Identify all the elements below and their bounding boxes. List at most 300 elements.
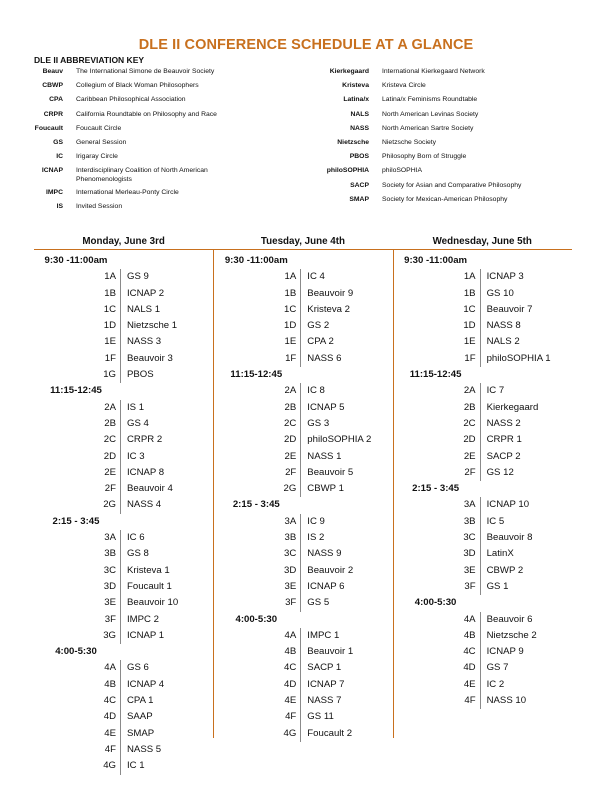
abbreviation-description: Caribbean Philosophical Association (76, 96, 186, 104)
session-name: ICNAP 8 (120, 465, 164, 481)
session-code: 1C (463, 303, 476, 315)
session-name: ICNAP 4 (120, 677, 164, 693)
abbreviation-key-right (306, 68, 542, 210)
session-code: 3E (284, 580, 297, 592)
time-slot-label: 11:15-12:45 (409, 369, 462, 381)
session-row (34, 497, 213, 513)
session-name: NASS 8 (480, 318, 521, 334)
time-slot-label: 2:15 - 3:45 (52, 515, 100, 527)
session-row (214, 302, 392, 318)
session-code: 1B (104, 287, 116, 299)
session-code: 2F (464, 466, 476, 478)
day-header-wednesday: Wednesday, June 5th (432, 236, 532, 247)
session-name: Nietzsche 2 (480, 628, 537, 644)
abbreviation-key-row (306, 68, 542, 82)
session-code: 2B (463, 401, 476, 413)
session-name: NASS 2 (480, 416, 521, 432)
abbreviation-description: North American Sartre Society (382, 124, 474, 132)
session-name: NASS 6 (300, 351, 341, 367)
session-code: 4E (104, 727, 116, 739)
session-name: GS 4 (120, 416, 149, 432)
session-name: GS 2 (300, 318, 329, 334)
session-row (214, 432, 392, 448)
session-row (394, 318, 572, 334)
abbreviation-code: SACP (350, 181, 369, 189)
session-name: Beauvoir 10 (120, 595, 178, 611)
abbreviation-code: Beauv (42, 68, 63, 75)
session-row (34, 269, 213, 285)
session-row (394, 530, 572, 546)
abbreviation-key-left (0, 68, 236, 217)
session-name: Foucault 2 (300, 726, 352, 742)
session-name: NALS 2 (480, 334, 520, 350)
session-code: 4B (284, 646, 297, 658)
session-name: GS 10 (480, 286, 514, 302)
session-code: 3E (463, 564, 476, 576)
session-row (394, 497, 572, 513)
abbreviation-key-row (0, 203, 236, 217)
session-name: Beauvoir 7 (480, 302, 533, 318)
session-row (214, 644, 392, 660)
schedule-table (34, 235, 572, 772)
session-code: 4C (284, 662, 297, 674)
abbreviation-key-row (306, 196, 542, 210)
session-name: GS 6 (120, 660, 149, 676)
session-row (34, 726, 213, 742)
session-name: SAAP (120, 709, 153, 725)
abbreviation-key-row (0, 111, 236, 125)
abbreviation-code: Latina/x (343, 96, 369, 104)
abbreviation-key-row (306, 182, 542, 196)
session-name: Beauvoir 4 (120, 481, 173, 497)
day-column-monday (34, 250, 213, 772)
session-row (34, 334, 213, 350)
abbreviation-key-row (306, 111, 542, 125)
session-name: NALS 1 (120, 302, 160, 318)
session-code: 2D (284, 434, 297, 446)
abbreviation-description: International Kierkegaard Network (382, 68, 485, 75)
session-name: ICNAP 7 (300, 677, 344, 693)
abbreviation-description: Foucault Circle (76, 124, 122, 132)
session-name: Kierkegaard (480, 400, 539, 416)
session-row (34, 677, 213, 693)
session-row (34, 612, 213, 628)
session-row (214, 514, 392, 530)
abbreviation-description: Collegium of Black Woman Philosophers (76, 82, 199, 90)
session-name: SACP 1 (300, 660, 341, 676)
abbreviation-description: Invited Session (76, 202, 123, 210)
session-code: 1E (104, 336, 116, 348)
abbreviation-description: Kristeva Circle (382, 82, 426, 90)
day-header-monday: Monday, June 3rd (82, 236, 165, 247)
session-row (34, 449, 213, 465)
session-row (34, 563, 213, 579)
session-code: 2B (104, 417, 116, 429)
session-code: 4B (463, 629, 476, 641)
session-code: 3C (284, 548, 297, 560)
session-name: NASS 3 (120, 334, 161, 350)
session-code: 4F (285, 711, 297, 723)
session-name: IC 6 (120, 530, 145, 546)
abbreviation-code: GS (53, 138, 63, 146)
session-row (34, 432, 213, 448)
session-code: 2F (104, 483, 116, 495)
session-code: 2A (463, 385, 476, 397)
session-name: IC 2 (480, 677, 505, 693)
session-code: 2A (284, 385, 297, 397)
abbreviation-key-row (306, 96, 542, 110)
session-code: 2B (284, 401, 297, 413)
session-row (214, 595, 392, 611)
session-row (34, 302, 213, 318)
session-name: Beauvoir 3 (120, 351, 173, 367)
session-row (214, 726, 392, 742)
session-name: IS 1 (120, 400, 144, 416)
session-name: NASS 1 (300, 449, 341, 465)
session-row (34, 400, 213, 416)
abbreviation-description: Irigaray Circle (76, 153, 118, 161)
session-row (394, 334, 572, 350)
session-name: Beauvoir 6 (480, 612, 533, 628)
session-code: 4A (463, 613, 476, 625)
session-row (394, 351, 572, 367)
abbreviation-description: Philosophy Born of Struggle (382, 153, 467, 161)
session-name: NASS 9 (300, 546, 341, 562)
session-row (394, 693, 572, 709)
session-code: 3D (103, 580, 116, 592)
session-row (394, 563, 572, 579)
abbreviation-description: Society for Asian and Comparative Philosophy (382, 181, 522, 189)
session-code: 4F (104, 743, 116, 755)
session-name: NASS 4 (120, 497, 161, 513)
session-name: CPA 1 (120, 693, 154, 709)
session-code: 1D (284, 320, 297, 332)
time-slot-label: 4:00-5:30 (235, 613, 278, 625)
session-row (394, 269, 572, 285)
session-code: 4C (463, 646, 476, 658)
session-row (214, 677, 392, 693)
session-name: GS 5 (300, 595, 329, 611)
session-name: GS 1 (480, 579, 509, 595)
session-name: Kristeva 1 (120, 563, 170, 579)
session-row (34, 318, 213, 334)
session-name: ICNAP 5 (300, 400, 344, 416)
session-row (34, 481, 213, 497)
abbreviation-key-row (306, 82, 542, 96)
abbreviation-code: SMAP (349, 195, 369, 203)
session-row (214, 334, 392, 350)
session-row (214, 693, 392, 709)
session-code: 4B (104, 678, 116, 690)
abbreviation-key-row (306, 125, 542, 139)
time-slot-label: 2:15 - 3:45 (232, 499, 280, 511)
abbreviation-description: Latina/x Feminisms Roundtable (382, 96, 478, 104)
session-row (34, 693, 213, 709)
session-code: 3D (284, 564, 297, 576)
session-code: 2F (285, 466, 297, 478)
abbreviation-code: Nietzsche (337, 138, 369, 146)
abbreviation-code: CBWP (42, 82, 63, 90)
session-name: IS 2 (300, 530, 324, 546)
session-code: 2A (104, 401, 116, 413)
session-name: Foucault 1 (120, 579, 172, 595)
abbreviation-key-heading: DLE II ABBREVIATION KEY (34, 55, 145, 65)
session-row (34, 595, 213, 611)
session-name: Nietzsche 1 (120, 318, 177, 334)
session-code: 1D (103, 320, 116, 332)
session-code: 1B (463, 287, 476, 299)
session-row (394, 660, 572, 676)
session-row (214, 563, 392, 579)
session-name: Beauvoir 8 (480, 530, 533, 546)
session-name: Beauvoir 1 (300, 644, 353, 660)
session-code: 3E (104, 597, 116, 609)
abbreviation-description: Society for Mexican-American Philosophy (382, 195, 508, 203)
session-row (394, 514, 572, 530)
session-name: ICNAP 3 (480, 269, 524, 285)
session-code: 1B (284, 287, 297, 299)
abbreviation-code: NASS (350, 124, 369, 132)
session-code: 4F (464, 695, 476, 707)
session-name: LatinX (480, 546, 514, 562)
session-code: 4G (283, 727, 297, 739)
session-name: IC 3 (120, 449, 145, 465)
abbreviation-code: NALS (350, 110, 369, 118)
session-name: IC 1 (120, 758, 145, 774)
session-row (214, 318, 392, 334)
session-code: 2E (104, 466, 116, 478)
session-row (394, 400, 572, 416)
session-code: 4A (104, 662, 116, 674)
time-slot-label: 9:30 -11:00am (404, 255, 468, 266)
session-name: CRPR 1 (480, 432, 522, 448)
time-slot-label: 11:15-12:45 (230, 369, 283, 381)
session-row (214, 660, 392, 676)
schedule-columns (34, 250, 572, 772)
session-name: Beauvoir 5 (300, 465, 353, 481)
session-code: 4D (463, 662, 476, 674)
abbreviation-code: PBOS (349, 153, 369, 161)
session-code: 1G (103, 369, 116, 381)
session-code: 3A (104, 532, 116, 544)
session-row (394, 465, 572, 481)
session-code: 1D (463, 320, 476, 332)
session-name: ICNAP 6 (300, 579, 344, 595)
time-slot-label: 9:30 -11:00am (224, 255, 288, 266)
session-code: 3B (104, 548, 116, 560)
session-row (394, 628, 572, 644)
day-column-wednesday (393, 250, 572, 738)
session-row (394, 302, 572, 318)
abbreviation-description: California Roundtable on Philosophy and Race (76, 110, 217, 118)
session-name: SMAP (120, 726, 154, 742)
session-name: Kristeva 2 (300, 302, 350, 318)
session-code: 1A (284, 271, 297, 283)
session-row (34, 546, 213, 562)
session-code: 3F (464, 580, 476, 592)
session-row (34, 660, 213, 676)
session-code: 2D (463, 434, 476, 446)
session-name: GS 3 (300, 416, 329, 432)
session-row (214, 351, 392, 367)
abbreviation-code: IC (56, 153, 63, 161)
session-row (214, 465, 392, 481)
session-row (214, 383, 392, 399)
session-code: 3D (463, 548, 476, 560)
session-code: 2D (103, 450, 116, 462)
session-name: IC 8 (300, 383, 325, 399)
session-code: 2E (284, 450, 297, 462)
abbreviation-code: Kristeva (342, 82, 369, 90)
session-name: NASS 10 (480, 693, 526, 709)
session-name: CBWP 2 (480, 563, 524, 579)
session-code: 2C (103, 434, 116, 446)
session-name: GS 12 (480, 465, 514, 481)
session-code: 4D (284, 678, 297, 690)
session-name: ICNAP 1 (120, 628, 164, 644)
session-code: 3F (104, 613, 116, 625)
day-header-row (34, 235, 572, 250)
session-row (394, 644, 572, 660)
session-row (214, 449, 392, 465)
session-row (34, 742, 213, 758)
session-name: GS 9 (120, 269, 149, 285)
session-code: 4E (284, 695, 297, 707)
abbreviation-key-row (0, 189, 236, 203)
session-name: GS 7 (480, 660, 509, 676)
session-code: 3B (284, 532, 297, 544)
session-code: 2G (103, 499, 116, 511)
session-code: 2C (463, 417, 476, 429)
session-row (394, 432, 572, 448)
session-row (34, 367, 213, 383)
abbreviation-description: North American Levinas Society (382, 110, 479, 118)
abbreviation-code: IMPC (46, 188, 63, 196)
session-name: IC 9 (300, 514, 325, 530)
abbreviation-key-row (0, 96, 236, 110)
session-code: 1F (464, 352, 476, 364)
session-row (34, 530, 213, 546)
session-code: 3C (463, 532, 476, 544)
abbreviation-code: philoSOPHIA (326, 167, 369, 175)
session-name: SACP 2 (480, 449, 521, 465)
time-slot-label: 4:00-5:30 (55, 646, 97, 658)
abbreviation-key-row (306, 167, 542, 181)
session-code: 3A (284, 515, 297, 527)
session-name: IC 5 (480, 514, 505, 530)
session-code: 1F (285, 352, 297, 364)
session-row (214, 269, 392, 285)
abbreviation-description: Nietzsche Society (382, 138, 437, 146)
session-row (214, 709, 392, 725)
session-code: 1A (463, 271, 476, 283)
abbreviation-description: Interdisciplinary Coalition of North American Phenomenologists (76, 167, 208, 183)
time-slot-label: 2:15 - 3:45 (412, 483, 460, 495)
session-row (34, 709, 213, 725)
abbreviation-code: Kierkegaard (329, 68, 369, 75)
session-code: 2E (463, 450, 476, 462)
abbreviation-key-row (306, 139, 542, 153)
session-row (394, 612, 572, 628)
session-row (34, 465, 213, 481)
session-name: GS 8 (120, 546, 149, 562)
session-row (34, 286, 213, 302)
abbreviation-key-row (0, 153, 236, 167)
session-name: IMPC 2 (120, 612, 159, 628)
session-code: 4G (103, 760, 116, 772)
abbreviation-code: CRPR (43, 110, 63, 118)
session-row (34, 416, 213, 432)
abbreviation-code: IS (56, 202, 63, 210)
session-code: 2G (283, 483, 297, 495)
session-row (394, 449, 572, 465)
session-row (214, 579, 392, 595)
abbreviation-key-row (0, 82, 236, 96)
session-row (214, 481, 392, 497)
session-code: 4A (284, 629, 297, 641)
session-row (34, 628, 213, 644)
session-code: 2C (284, 417, 297, 429)
session-row (34, 758, 213, 774)
time-slot-label: 4:00-5:30 (414, 597, 457, 609)
session-code: 1F (104, 352, 116, 364)
session-code: 1C (103, 303, 116, 315)
session-name: ICNAP 2 (120, 286, 164, 302)
session-code: 1E (284, 336, 297, 348)
page-title: DLE II CONFERENCE SCHEDULE AT A GLANCE (138, 37, 474, 53)
session-row (34, 351, 213, 367)
session-name: philoSOPHIA 2 (300, 432, 371, 448)
abbreviation-description: The International Simone de Beauvoir Society (76, 68, 215, 75)
session-name: CBWP 1 (300, 481, 344, 497)
abbreviation-description: General Session (76, 138, 127, 146)
time-slot-label: 9:30 -11:00am (44, 255, 108, 266)
session-code: 3F (285, 597, 297, 609)
day-header-tuesday: Tuesday, June 4th (260, 236, 345, 247)
session-code: 3G (103, 629, 116, 641)
session-name: IC 7 (480, 383, 505, 399)
session-row (394, 416, 572, 432)
abbreviation-key-row (0, 139, 236, 153)
session-row (214, 416, 392, 432)
session-name: NASS 5 (120, 742, 161, 758)
session-row (214, 400, 392, 416)
session-name: CPA 2 (300, 334, 334, 350)
abbreviation-key-row (0, 125, 236, 139)
session-row (214, 546, 392, 562)
session-name: IC 4 (300, 269, 325, 285)
session-row (214, 628, 392, 644)
session-row (394, 546, 572, 562)
session-code: 3A (463, 499, 476, 511)
session-code: 3B (463, 515, 476, 527)
session-code: 4E (463, 678, 476, 690)
day-column-tuesday (213, 250, 392, 738)
session-row (34, 579, 213, 595)
session-row (214, 286, 392, 302)
session-code: 4C (103, 695, 116, 707)
abbreviation-code: ICNAP (41, 167, 63, 175)
session-name: NASS 7 (300, 693, 341, 709)
time-slot-label: 11:15-12:45 (50, 385, 102, 397)
session-name: PBOS (120, 367, 154, 383)
session-name: philoSOPHIA 1 (480, 351, 551, 367)
session-code: 4D (103, 711, 116, 723)
session-code: 1E (463, 336, 476, 348)
session-code: 3C (103, 564, 116, 576)
abbreviation-description: International Merleau-Ponty Circle (76, 188, 179, 196)
session-name: GS 11 (300, 709, 334, 725)
